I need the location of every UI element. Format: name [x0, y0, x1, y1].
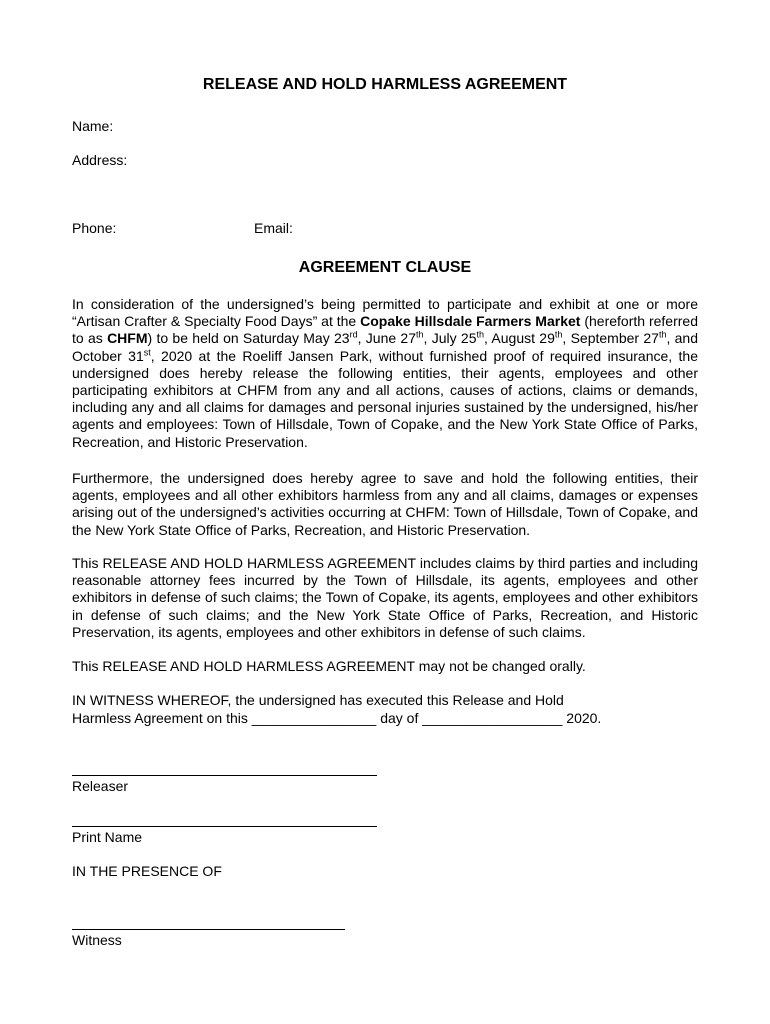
third-party-claims-paragraph: This RELEASE AND HOLD HARMLESS AGREEMENT includes claims by third parties and including reasonable attorney fees incurred by the Town of Hillsdale, its agents, employees and other exhibitors in defense of such claims; the Town of Copake, its agents, employees and other exhibitors in defense of such claims; and the New York State Office of Parks, Recreation, and Historic Preservation, its agents, employees and other exhibitors in defense of such claims.: [72, 555, 698, 640]
section-title: AGREEMENT CLAUSE: [298, 259, 472, 276]
print-name-label: Print Name: [72, 829, 143, 845]
witness-whereof-line-2: Harmless Agreement on this ________________ day of __________________ 2020.: [72, 710, 602, 726]
no-oral-change-paragraph: This RELEASE AND HOLD HARMLESS AGREEMENT may not be changed orally.: [72, 658, 586, 674]
market-abbreviation: CHFM: [107, 330, 148, 347]
phone-label: Phone:: [72, 220, 117, 236]
print-name-line: [72, 826, 377, 827]
releaser-signature-line: [72, 775, 377, 776]
releaser-label: Releaser: [72, 778, 129, 794]
witness-whereof-line-1: IN WITNESS WHEREOF, the undersigned has executed this Release and Hold: [72, 692, 564, 708]
consideration-paragraph: In consideration of the undersigned’s being permitted to participate and exhibit at one or more “Artisan Crafter & Specialty Food Days” at the Copake Hillsdale Farmers Market (hereforth referred to as CHFM) to be held on Saturday May 23rd, June 27th, July 25th, August 29th, September 27th, and October 31st, 2020 at the Roeliff Jansen Park, without furnished proof of required insurance, the undersigned does hereby release the following entities, their agents, employees and other participating exhibitors at CHFM from any and all actions, causes of actions, claims or demands, including any and all claims for damages and personal injuries sustained by the undersigned, his/her agents and employees: Town of Hillsdale, Town of Copake, and the New York State Office of Parks, Recreation, and Historic Preservation.: [72, 296, 698, 450]
witness-label: Witness: [72, 932, 122, 948]
witness-signature-line: [72, 929, 345, 930]
document-title: RELEASE AND HOLD HARMLESS AGREEMENT: [202, 76, 568, 93]
market-name: Copake Hillsdale Farmers Market: [360, 313, 581, 330]
hold-harmless-paragraph: Furthermore, the undersigned does hereby agree to save and hold the following entities, their agents, employees and all other exhibitors harmless from any and all claims, damages or expenses arising out of the undersigned’s activities occurring at CHFM: Town of Hillsdale, Town of Copake, and the New York State Office of Parks, Recreation, and Historic Preservation.: [72, 470, 698, 538]
in-presence-of-label: IN THE PRESENCE OF: [72, 863, 222, 879]
email-label: Email:: [254, 220, 293, 236]
name-label: Name:: [72, 118, 114, 134]
address-label: Address:: [72, 152, 128, 168]
